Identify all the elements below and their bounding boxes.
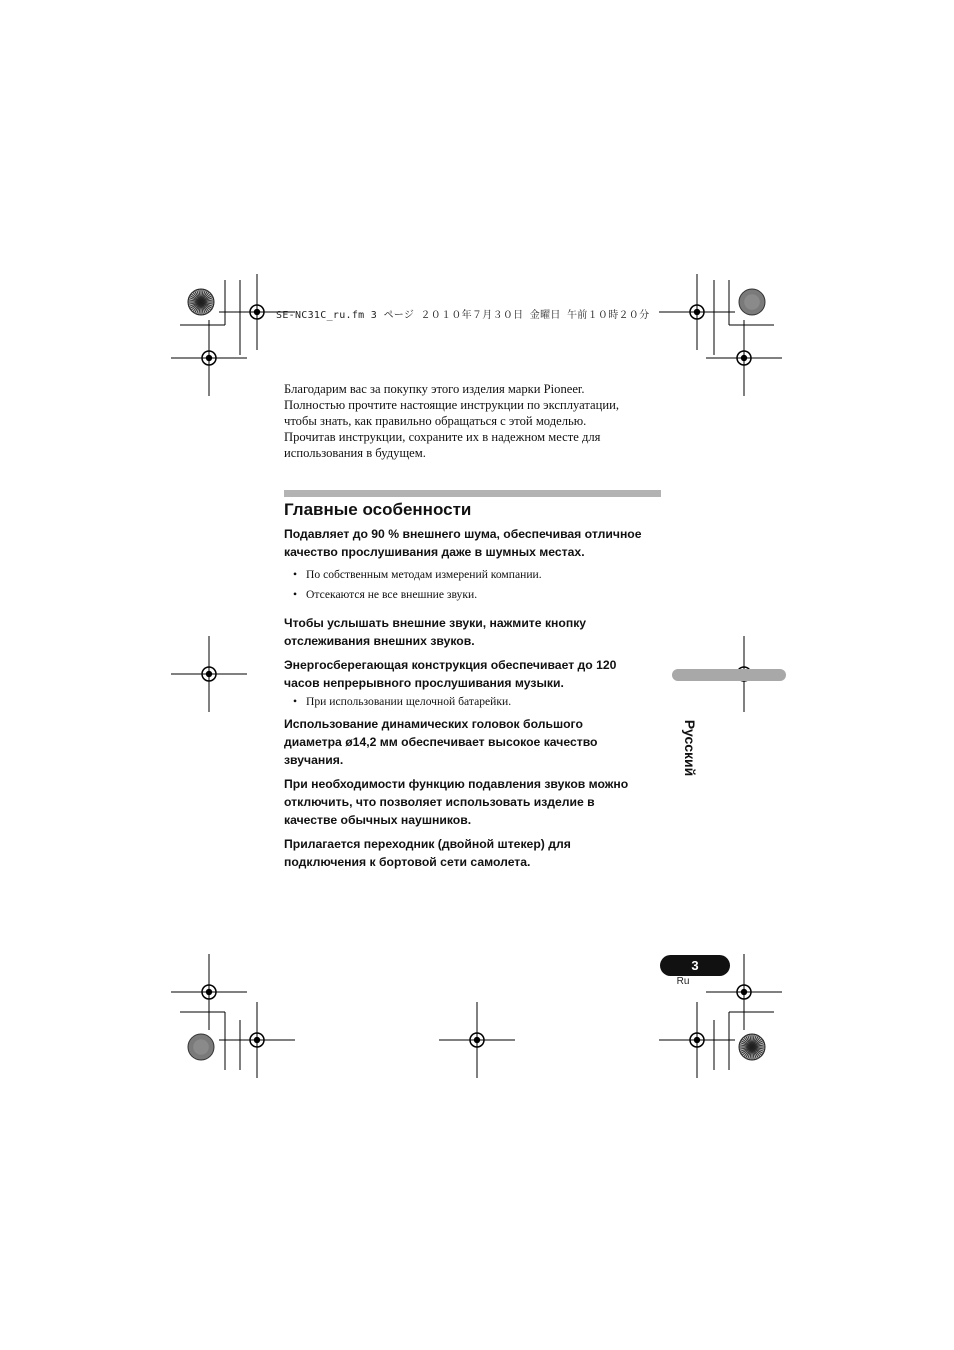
feature-text [284, 525, 674, 561]
registration-mark-icon [741, 989, 747, 995]
note-item [284, 585, 674, 605]
feature-line: качестве обычных наушников. [284, 813, 472, 827]
section-divider [284, 490, 661, 497]
feature-line: Чтобы услышать внешние звуки, нажмите кнопку [284, 616, 587, 630]
registration-mark-icon [206, 989, 212, 995]
registration-mark-icon [694, 309, 700, 315]
feature-line: диаметра ø14,2 мм обеспечивает высокое качество [284, 735, 598, 749]
intro-line: чтобы знать, как правильно обращаться с этой моделью. [284, 414, 587, 428]
intro-line: Полностью прочтите настоящие инструкции по эксплуатации, [284, 398, 620, 412]
feature-text [284, 656, 674, 692]
feature-line: часов непрерывного прослушивания музыки. [284, 676, 564, 690]
registration-mark-icon [741, 355, 747, 361]
intro-line: Благодарим вас за покупку этого изделия марки Pioneer. [284, 382, 585, 396]
feature-notes [284, 692, 674, 712]
registration-mark-icon [474, 1037, 480, 1043]
feature-line: отслеживания внешних звуков. [284, 634, 475, 648]
feature-text [284, 614, 674, 650]
intro-line: Прочитав инструкции, сохраните их в надежном месте для [284, 430, 601, 444]
file-header-line: SE-NC31C_ru.fm 3 ページ ２０１０年７月３０日 金曜日 午前１０時２０分 [276, 310, 650, 321]
bullet-icon: • [293, 568, 298, 581]
registration-mark-icon [206, 671, 212, 677]
registration-mark-icon [254, 309, 260, 315]
feature-line: При необходимости функцию подавления звуков можно [284, 777, 629, 791]
intro-paragraph [284, 381, 664, 461]
gray-patch-mark-icon [193, 1039, 209, 1055]
language-label: Русский [682, 719, 698, 777]
feature-text [284, 775, 674, 829]
note-item [284, 565, 674, 585]
registration-mark-icon [254, 1037, 260, 1043]
feature-line: отключить, что позволяет использовать изделие в [284, 795, 595, 809]
feature-line: подключения к бортовой сети самолета. [284, 855, 531, 869]
page-number-badge: 3 [660, 955, 730, 976]
registration-mark-icon [206, 355, 212, 361]
feature-text [284, 715, 674, 769]
note-item [284, 692, 674, 712]
section-title: Главные особенности [284, 500, 472, 519]
feature-notes [284, 565, 674, 605]
gray-patch-mark-icon [744, 294, 760, 310]
feature-line: звучания. [284, 753, 344, 767]
feature-line: Использование динамических головок большого [284, 717, 583, 731]
feature-line: Энергосберегающая конструкция обеспечивает до 120 [284, 658, 617, 672]
bullet-icon: • [293, 695, 298, 708]
intro-line: использования в будущем. [284, 446, 426, 460]
registration-mark-icon [694, 1037, 700, 1043]
note-text: Отсекаются не все внешние звуки. [306, 588, 478, 601]
page-language-code: Ru [676, 976, 690, 987]
language-tab-bar [672, 669, 786, 681]
features-list [284, 525, 674, 871]
feature-line: качество прослушивания даже в шумных местах. [284, 545, 585, 559]
feature-line: Подавляет до 90 % внешнего шума, обеспечивая отличное [284, 527, 642, 541]
feature-line: Прилагается переходник (двойной штекер) для [284, 837, 571, 851]
note-text: При использовании щелочной батарейки. [306, 695, 512, 708]
bullet-icon: • [293, 588, 298, 601]
note-text: По собственным методам измерений компании. [306, 568, 542, 581]
feature-text [284, 835, 674, 871]
